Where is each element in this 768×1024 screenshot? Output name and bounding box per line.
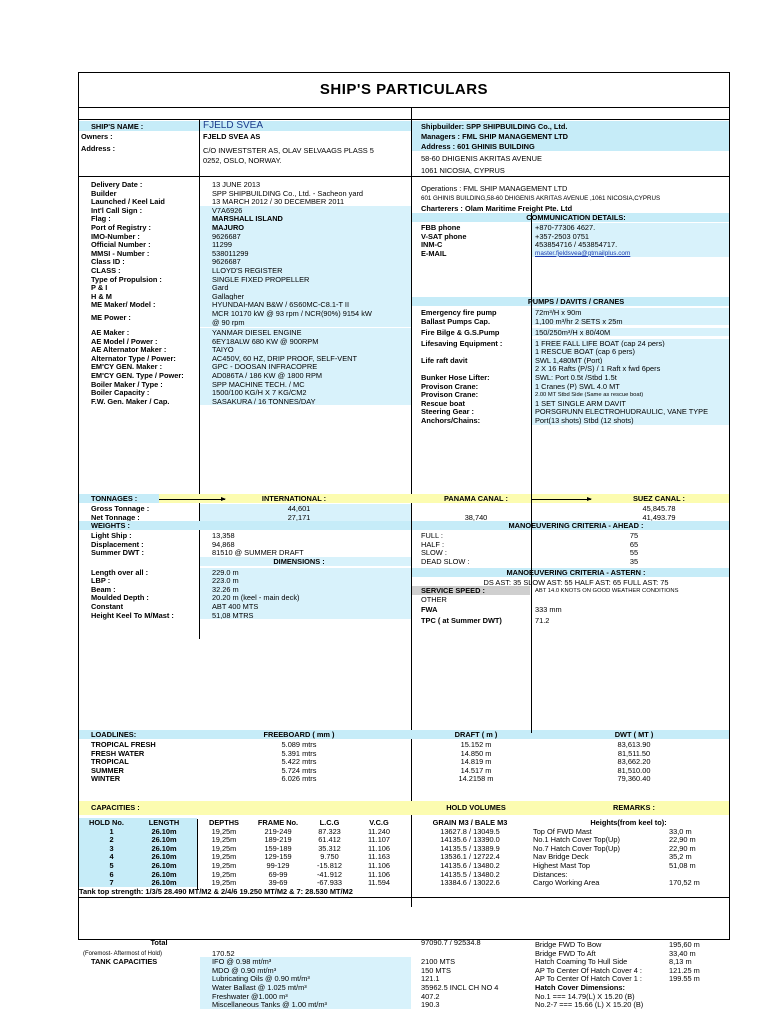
pumps-value: 1 Cranes (P) SWL 4.0 MT (535, 382, 620, 391)
pumps-value: 1,100 m³/hr 2 SETS x 25m (535, 317, 623, 326)
tank-capacities-label: TANK CAPACITIES (91, 958, 158, 967)
loadlines-label: LOADLINES: (91, 731, 137, 739)
hold-header: GRAIN M3 / BALE M3 (432, 819, 508, 827)
distance-label: No.2-7 === 15.66 (L) X 15.20 (B) (535, 1001, 644, 1010)
tank-value: 150 MTS (421, 966, 451, 975)
dwt-value: 81,510.00 (617, 766, 651, 775)
hold-remark-value: 22,90 m (669, 836, 696, 845)
info-label: Port of Registry : (91, 224, 151, 232)
hold-cell: 19,25m (211, 836, 237, 845)
hold-cell: 11.163 (367, 853, 391, 862)
pumps-label: Fire Bilge & G.S.Pump (421, 328, 500, 337)
hold-remark-value: 170,52 m (669, 879, 700, 888)
managers-text: Managers : FML SHIP MANAGEMENT LTD (421, 133, 568, 141)
hold-cell: Highest Mast Top (533, 862, 590, 870)
hold-cell: 19,25m (211, 879, 237, 888)
tonnages-suez: SUEZ CANAL : (632, 495, 685, 503)
distance-label: Bridge FWD To Aft (535, 949, 596, 958)
hold-cell: 99-129 (266, 862, 290, 870)
rule-line (79, 107, 729, 108)
hold-cell: 2 (109, 836, 114, 845)
freeboard-value: 6.026 mtrs (281, 775, 317, 784)
dim-label: Beam : (91, 585, 116, 594)
address-line-2: 0252, OSLO, NORWAY. (203, 157, 282, 165)
hold-cell: 26.10m (151, 836, 177, 845)
hold-cell: 26.10m (151, 870, 177, 879)
comm-head: COMMUNICATION DETAILS: (526, 214, 626, 222)
hold-cell: 4 (109, 853, 114, 862)
weight-value: 13,358 (212, 532, 235, 541)
owners-label: Owners : (81, 133, 113, 141)
arrow-icon (159, 499, 225, 500)
info-label: AE Model / Power : (91, 337, 158, 346)
ahead-value: 35 (629, 558, 639, 566)
info-label: EM'CY GEN. Type / Power: (91, 372, 184, 380)
hold-cell: 13536.1 / 12722.4 (440, 853, 500, 862)
pumps-value: 72m³/H x 90m (535, 309, 582, 317)
loadline-label: WINTER (91, 775, 121, 784)
pumps-value: 1 RESCUE BOAT (cap 6 pers) (535, 348, 635, 357)
pumps-label: Ballast Pumps Cap. (421, 317, 490, 326)
total-value: 97090.7 / 92534.8 (421, 939, 481, 947)
info-value: MARSHALL ISLAND (212, 215, 283, 224)
ship-name-value: FJELD SVEA (203, 121, 264, 131)
dim-value: 20.20 m (keel - main deck) (212, 594, 300, 603)
tank-label: Water Ballast @ 1.025 mt/m³ (212, 984, 307, 992)
hold-cell: 87.323 (318, 827, 341, 836)
weight-label: Light Ship : (91, 532, 132, 541)
info-value: SASAKURA / 16 TONNES/DAY (212, 397, 316, 406)
info-value: GPC - DOOSAN INFRACOPRE (212, 363, 318, 372)
hold-cell: Cargo Working Area (533, 879, 600, 888)
hold-cell: 19,25m (211, 844, 237, 853)
tank-value: 35962.5 INCL CH NO 4 (421, 984, 499, 992)
hold-cell: 19,25m (211, 853, 237, 862)
me-power-value-1: MCR 10170 kW @ 93 rpm / NCR(90%) 9154 kW (212, 310, 372, 318)
weight-value: 81510 @ SUMMER DRAFT (212, 549, 304, 558)
pumps-label: Steering Gear : (421, 408, 474, 417)
hold-cell: 14135.5 / 13480.2 (440, 870, 500, 879)
dim-value: 229.0 m (212, 568, 239, 577)
ahead-value: 65 (629, 540, 639, 549)
info-label: Flag : (91, 215, 111, 224)
info-label: Launched / Keel Laid (91, 198, 165, 207)
hold-remark-value: 22,90 m (669, 844, 696, 853)
pumps-label: Provison Crane: (421, 391, 479, 400)
comm-value: +357-2503 0751 (535, 232, 590, 241)
comm-value[interactable]: master.fjeldsvea@gtmailplus.com (535, 249, 631, 257)
hold-cell: 14135.5 / 13389.9 (440, 844, 500, 853)
pumps-label (421, 365, 539, 373)
pumps-label: Rescue boat (421, 399, 465, 408)
tonnages-intl: INTERNATIONAL : (261, 495, 327, 503)
tank-value: 121.1 (421, 975, 440, 984)
draft-value: 14.517 m (460, 766, 492, 775)
pumps-label: Lifesaving Equipment : (421, 339, 503, 348)
hold-cell: 11.106 (367, 870, 391, 879)
distance-value: 33,40 m (669, 949, 696, 958)
weight-label: Summer DWT : (91, 549, 144, 558)
hold-cell: Distances: (533, 870, 568, 879)
dwt-head: DWT ( MT ) (614, 731, 654, 739)
hold-header: V.C.G (369, 819, 389, 827)
info-label: Builder (91, 189, 117, 198)
weight-value: 94,868 (212, 540, 235, 549)
hold-cell: 3 (109, 844, 114, 853)
draft-value: 14.819 m (460, 758, 492, 767)
dim-value: 223.0 m (212, 577, 239, 586)
info-value: Gallagher (212, 292, 245, 301)
ship-name-label: SHIP'S NAME : (91, 123, 144, 131)
pumps-label (421, 348, 539, 356)
info-label: Delivery Date : (91, 181, 143, 189)
hold-header: L.C.G (319, 819, 340, 827)
hold-cell: 26.10m (151, 853, 177, 862)
weight-label: Displacement : (91, 540, 144, 549)
hold-cell: 11.594 (367, 879, 391, 888)
dim-label: Moulded Depth : (91, 594, 149, 603)
hold-header: Heights(from keel to): (590, 819, 667, 827)
hold-cell: 189-219 (264, 836, 292, 845)
pumps-value: SWL 1,480MT (Port) (535, 356, 603, 365)
tank-value: 2100 MTS (421, 958, 456, 967)
fwa-value: 333 mm (535, 606, 562, 615)
mgr-address-1: Address : 601 GHINIS BUILDING (421, 143, 535, 151)
distance-label: Bridge FWD To Bow (535, 941, 602, 949)
tank-value: 407.2 (421, 992, 440, 1001)
info-label: Boiler Capacity : (91, 389, 150, 398)
freeboard-value: 5.724 mtrs (281, 766, 317, 775)
info-value: Gard (212, 284, 229, 293)
distance-label: AP To Center Of Hatch Cover 4 : (535, 966, 642, 975)
hold-cell: 1 (109, 827, 114, 836)
dim-value: 51,08 MTRS (212, 611, 254, 620)
tpc-label: TPC ( at Summer DWT) (421, 617, 502, 625)
info-value: 9626687 (212, 232, 241, 241)
hold-header: DEPTHS (209, 819, 239, 827)
info-value: AC450V, 60 HZ, DRIP PROOF, SELF-VENT (212, 354, 357, 363)
info-label: MMSI - Number : (91, 249, 150, 258)
dim-label: Length over all : (91, 568, 149, 577)
hold-cell: No.7 Hatch Cover Top(Up) (533, 844, 620, 853)
hold-cell: 26.10m (151, 844, 177, 853)
freeboard-head: FREEBOARD ( mm ) (263, 731, 335, 739)
dwt-value: 81,511.50 (617, 749, 651, 758)
tank-label: Lubricating Oils @ 0.90 mt/m³ (212, 975, 310, 984)
hold-cell: 219-249 (264, 827, 292, 836)
pumps-value: 1 FREE FALL LIFE BOAT (cap 24 pers) (535, 339, 665, 348)
hold-volumes-label: HOLD VOLUMES (446, 804, 506, 812)
hold-cell: 11.107 (367, 836, 391, 845)
tonnages-panama: PANAMA CANAL : (444, 495, 508, 503)
fwd-value: 170.52 (212, 949, 235, 958)
hold-cell: -67.933 (316, 879, 343, 888)
tonnages-label: TONNAGES : (91, 495, 138, 503)
pumps-value: PORSGRUNN ELECTROHUDRAULIC, VANE TYPE (535, 408, 709, 417)
hold-cell: 19,25m (211, 870, 237, 879)
fwa-label: FWA (421, 606, 438, 615)
info-label: EM'CY GEN. Maker : (91, 363, 163, 372)
gross-intl: 44,601 (287, 505, 311, 513)
dwt-value: 79,360.40 (617, 775, 651, 784)
hold-remark-value: 35,2 m (669, 853, 692, 862)
hold-cell: 26.10m (151, 827, 177, 836)
hold-cell: 14135.6 / 13390.0 (440, 836, 500, 845)
info-label: CLASS : (91, 267, 121, 275)
info-value: 13 MARCH 2012 / 30 DECEMBER 2011 (212, 198, 345, 207)
comm-label: FBB phone (421, 224, 461, 232)
info-label: H & M (91, 292, 112, 301)
info-label: Alternator Type / Power: (91, 354, 176, 363)
hold-cell: 11.106 (367, 844, 391, 853)
distance-label: No.1 === 14.79(L) X 15.20 (B) (535, 992, 635, 1001)
hold-cell: 19,25m (211, 862, 237, 870)
net-label: Net Tonnage : (91, 513, 140, 522)
pumps-label: Bunker Hose Lifter: (421, 374, 490, 382)
hold-header: HOLD No. (89, 819, 124, 827)
ahead-label: FULL : (421, 532, 443, 541)
arrow-icon (531, 499, 591, 500)
hold-header: FRAME No. (257, 819, 299, 827)
info-label: Type of Propulsion : (91, 275, 162, 284)
info-label: Boiler Maker / Type : (91, 380, 163, 389)
capacities-label: CAPACITIES : (91, 804, 140, 812)
me-power-label: ME Power : (91, 314, 131, 322)
column-line (531, 213, 532, 733)
info-value: 6EY18ALW 680 KW @ 900RPM (212, 337, 319, 346)
comm-value: +870-77306 4627. (535, 224, 596, 232)
freeboard-value: 5.391 mtrs (281, 749, 317, 758)
pumps-label: Anchors/Chains: (421, 417, 481, 425)
distance-value (669, 1001, 729, 1009)
ahead-value: 75 (629, 532, 639, 541)
distance-value (669, 993, 729, 1001)
freeboard-value: 5.422 mtrs (281, 758, 317, 767)
hold-remark-value (669, 871, 729, 879)
hold-cell: 159-189 (264, 844, 292, 853)
info-value: 11299 (212, 241, 233, 250)
distance-value: 199.55 m (669, 975, 700, 984)
draft-value: 14.2158 m (458, 775, 494, 784)
distance-label: Hatch Coaming To Hull Side (535, 958, 628, 967)
info-value: HYUNDAI-MAN B&W / 6S60MC-C8.1-T II (212, 301, 350, 310)
tank-label: MDO @ 0.90 mt/m³ (212, 966, 277, 975)
loadline-label: TROPICAL (91, 758, 129, 767)
hold-cell: No.1 Hatch Cover Top(Up) (533, 836, 620, 845)
hold-cell: 39-69 (268, 879, 288, 888)
draft-head: DRAFT ( m ) (454, 731, 498, 739)
info-label: Official Number : (91, 241, 151, 250)
dim-label: Constant (91, 603, 124, 611)
info-label: Class ID : (91, 258, 125, 267)
loadline-label: SUMMER (91, 766, 124, 775)
rule-line (79, 176, 729, 177)
tank-value: 190.3 (421, 1001, 440, 1010)
pumps-label: Provison Crane: (421, 382, 479, 391)
info-label: Int'l Call Sign : (91, 206, 143, 215)
comm-label: E-MAIL (421, 249, 447, 258)
hold-cell: Nav Bridge Deck (533, 853, 589, 862)
total-label: Total (150, 939, 168, 947)
hold-cell: 5 (109, 862, 114, 870)
info-label: AE Maker : (91, 329, 130, 337)
hold-cell: 69-99 (268, 870, 288, 879)
hold-cell: 11.240 (367, 827, 391, 836)
distance-value: 195,60 m (669, 941, 700, 949)
net-intl: 27,171 (287, 513, 311, 522)
info-value: V7A6926 (212, 206, 243, 215)
comm-label: INM-C (421, 241, 443, 250)
pumps-value: 2 X 16 Rafts (P/S) / 1 Raft x fwd 6pers (535, 365, 661, 374)
hold-cell: 7 (109, 879, 114, 888)
comm-value: 453854716 / 453854717. (535, 241, 618, 250)
pumps-value: SWL: Port 0.5t /Stbd 1.5t (535, 374, 617, 382)
pumps-value: Port(13 shots) Stbd (12 shots) (535, 417, 634, 425)
draft-value: 14.850 m (460, 749, 492, 758)
shipbuilder-text: Shipbuilder: SPP SHIPBUILDING Co., Ltd. (421, 123, 568, 131)
distance-label: Hatch Cover Dimensions: (535, 984, 625, 992)
dim-value: ABT 400 MTS (212, 603, 259, 611)
hold-cell: 61.412 (318, 836, 341, 845)
tank-top-strength: Tank top strength: 1/3/5 28.490 MT/M2 & 2/4/6 19.250 MT/M2 & 7: 28.530 MT/M2 (79, 887, 353, 896)
info-label: P & I (91, 284, 108, 293)
speed-value: ABT 14.0 KNOTS ON GOOD WEATHER CONDITIONS (535, 588, 679, 595)
draft-value: 15.152 m (460, 741, 492, 749)
address-label: Address : (81, 145, 116, 153)
dwt-value: 83,613.90 (617, 741, 651, 749)
ahead-label: HALF : (421, 540, 444, 549)
address-line-1: C/O INWESTSTER AS, OLAV SELVAAGS PLASS 5 (203, 147, 374, 155)
hold-cell: 11.106 (367, 862, 391, 870)
hold-header: LENGTH (148, 819, 180, 827)
info-value: TAIYO (212, 346, 234, 355)
dwt-value: 83,662.20 (617, 758, 651, 767)
ahead-label: SLOW : (421, 549, 447, 558)
ship-particulars-sheet (78, 72, 730, 1010)
ahead-head: MANOEUVERING CRITERIA - AHEAD : (508, 522, 644, 531)
hold-cell: 13384.6 / 13022.6 (440, 879, 500, 888)
info-value: LLOYD'S REGISTER (212, 267, 283, 275)
info-value: 13 JUNE 2013 (212, 181, 261, 189)
hold-cell: 19,25m (211, 827, 237, 836)
info-value: 9626687 (212, 258, 241, 267)
ahead-value: 55 (629, 549, 639, 558)
hold-cell: 26.10m (151, 862, 177, 870)
info-value: SPP SHIPBUILDING Co., Ltd. - Sacheon yard (212, 189, 364, 198)
astern-line: DS AST: 35 SLOW AST: 55 HALF AST: 65 FULL AST: 75 (483, 578, 669, 587)
mgr-address-2: 58-60 DHIGENIS AKRITAS AVENUE (421, 155, 542, 163)
remarks-label: REMARKS : (613, 804, 655, 812)
other-label: OTHER (421, 595, 447, 604)
distance-value: 121.25 m (669, 966, 700, 975)
tank-label: IFO @ 0.98 mt/m³ (212, 958, 272, 967)
tpc-value: 71.2 (535, 617, 550, 625)
operations-text: Operations : FML SHIP MANAGEMENT LTD (421, 185, 568, 193)
distance-value: 8,13 m (669, 958, 692, 967)
pumps-value: 1 SET SINGLE ARM DAVIT (535, 399, 626, 408)
net-suez: 41,493.79 (642, 513, 676, 522)
page-title: SHIP'S PARTICULARS (79, 73, 729, 108)
hold-cell: Top Of FWD Mast (533, 827, 592, 836)
rule-line (79, 897, 729, 898)
freeboard-value: 5.089 mtrs (281, 741, 317, 749)
dim-value: 32.26 m (212, 585, 239, 594)
loadline-label: TROPICAL FRESH (91, 741, 156, 749)
hold-cell: 6 (109, 870, 114, 879)
info-value: MAJURO (212, 224, 245, 232)
pumps-label: Emergency fire pump (421, 309, 497, 317)
comm-label: V-SAT phone (421, 232, 467, 241)
hold-cell: 26.10m (151, 879, 177, 888)
info-label: ME Maker/ Model : (91, 301, 156, 310)
info-label: AE Alternator Maker : (91, 346, 167, 355)
column-line (197, 819, 198, 889)
dim-label: Height Keel To M/Mast : (91, 611, 174, 620)
hold-cell: 35.312 (318, 844, 341, 853)
net-panama: 38,740 (464, 513, 488, 522)
hold-remark-value: 33,0 m (669, 827, 692, 836)
hold-cell: 13627.8 / 13049.5 (440, 827, 500, 836)
distance-label: AP To Center Of Hatch Cover 1 : (535, 975, 642, 984)
ahead-label: DEAD SLOW : (421, 558, 470, 566)
gross-label: Gross Tonnage : (91, 505, 150, 513)
pumps-value: 150/250m³/H x 80/40M (535, 328, 611, 337)
hold-cell: 14135.6 / 13480.2 (440, 862, 500, 870)
fwd-label: (Foremost- Aftermost of Hold) (83, 950, 163, 957)
dim-label: LBP : (91, 577, 111, 586)
info-value: 1500/100 KG/H X 7 KG/CM2 (212, 389, 307, 398)
hold-remark-value: 51,08 m (669, 862, 696, 870)
info-value: YANMAR DIESEL ENGINE (212, 329, 302, 337)
tank-label: Miscellaneous Tanks @ 1.00 mt/m³ (212, 1001, 327, 1010)
hold-cell: -15.812 (316, 862, 343, 870)
hold-cell: -41.912 (316, 870, 343, 879)
owners-value: FJELD SVEA AS (203, 133, 261, 141)
astern-head: MANOEUVERING CRITERIA - ASTERN : (506, 568, 646, 577)
pumps-value: 2.00 MT Stbd Side (Same as rescue boat) (535, 392, 644, 399)
loadline-label: FRESH WATER (91, 749, 145, 758)
info-value: SPP MACHINE TECH. / MC (212, 380, 305, 389)
operations-address: 601 GHINIS BUILDING,58-60 DHIGENIS AKRITAS AVENUE ,1061 NICOSIA,CYPRUS (421, 195, 661, 202)
distance-value (669, 984, 729, 992)
hold-cell: 9.750 (320, 853, 339, 862)
pumps-label: Life raft davit (421, 356, 468, 365)
info-label: F.W. Gen. Maker / Cap. (91, 397, 170, 406)
dims-head: DIMENSIONS : (273, 558, 325, 566)
info-value: 538011299 (212, 249, 249, 258)
hold-cell: 129-159 (264, 853, 292, 862)
tank-label: Freshwater @1.000 m³ (212, 992, 288, 1001)
mgr-address-3: 1061 NICOSIA, CYPRUS (421, 167, 505, 175)
info-value: AD086TA / 186 KW @ 1800 RPM (212, 372, 323, 380)
me-power-value-2: @ 90 rpm (212, 319, 245, 327)
gross-suez: 45,845.78 (642, 505, 676, 513)
charterers-text: Charterers : Olam Maritime Freight Pte. Ltd (421, 205, 573, 213)
speed-label: SERVICE SPEED : (421, 587, 485, 596)
info-label: IMO-Number : (91, 232, 140, 241)
info-value: SINGLE FIXED PROPELLER (212, 275, 310, 284)
rule-line (79, 119, 729, 120)
weights-label: WEIGHTS : (91, 522, 131, 531)
pumps-head: PUMPS / DAVITS / CRANES (527, 298, 625, 306)
